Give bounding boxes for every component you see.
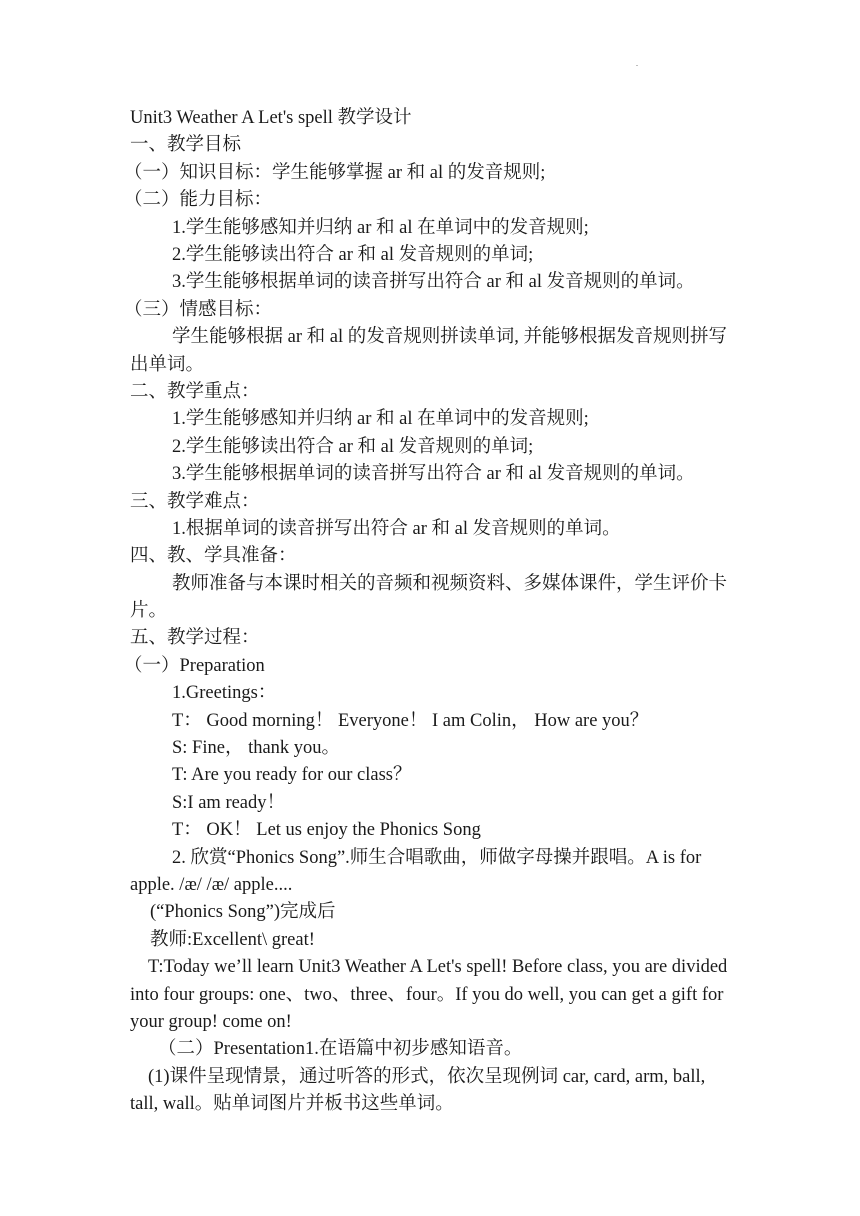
dialogue-line: S:I am ready！: [172, 792, 286, 813]
section-2-heading: 二、教学重点：: [130, 381, 260, 402]
dialogue-line: T： Good morning！ Everyone！ I am Colin， How are you？: [172, 710, 649, 731]
dialogue-line: T： OK！ Let us enjoy the Phonics Song: [172, 820, 481, 841]
page-mark: .: [636, 59, 638, 68]
presentation-text: (1)课件呈现情景，通过听答的形式，依次呈现例词 car, card, arm, ball, tall, wall。贴单词图片并板书这些单词。: [130, 1066, 706, 1115]
document-body: [124, 105, 745, 1119]
emotion-goal-heading: （三）情感目标：: [124, 299, 273, 320]
knowledge-goal: （一）知识目标：学生能够掌握 ar 和 al 的发音规则;: [124, 162, 546, 183]
key-point-item: 2.学生能够读出符合 ar 和 al 发音规则的单词;: [172, 436, 534, 457]
section-5-heading: 五、教学过程：: [130, 628, 260, 649]
today-lesson-text: T:Today we’ll learn Unit3 Weather A Let's spell! Before class, you are divided into four groups: one、two、three、four。If you do well, you can get a gift for your group! come on!: [130, 957, 728, 1033]
dialogue-line: 1.Greetings：: [172, 683, 277, 704]
ability-goal-heading: （二）能力目标：: [124, 190, 273, 211]
emotion-goal-text: 学生能够根据 ar 和 al 的发音规则拼读单词, 并能够根据发音规则拼写出单词。: [130, 327, 727, 375]
dialogue-line: T: Are you ready for our class？: [172, 765, 412, 786]
phonics-song-text: 2. 欣赏“Phonics Song”.师生合唱歌曲，师做字母操并跟唱。A is for apple. /æ/ /æ/ apple....: [130, 847, 702, 896]
key-point-item: 1.学生能够感知并归纳 ar 和 al 在单词中的发音规则;: [172, 409, 589, 430]
section-1-heading: 一、教学目标: [130, 135, 242, 156]
preparation-heading: （一）Preparation: [124, 655, 265, 676]
ability-goal-item: 3.学生能够根据单词的读音拼写出符合 ar 和 al 发音规则的单词。: [172, 272, 695, 293]
section-3-heading: 三、教学难点：: [130, 491, 260, 512]
materials-text: 教师准备与本课时相关的音频和视频资料、多媒体课件，学生评价卡片。: [130, 573, 728, 622]
ability-goal-item: 2.学生能够读出符合 ar 和 al 发音规则的单词;: [172, 244, 534, 265]
difficulty-item: 1.根据单词的读音拼写出符合 ar 和 al 发音规则的单词。: [172, 518, 621, 539]
presentation-heading: （二）Presentation1.在语篇中初步感知语音。: [158, 1039, 523, 1060]
dialogue-line: S: Fine， thank you。: [172, 738, 341, 759]
after-song-line: (“Phonics Song”)完成后: [150, 902, 336, 923]
teacher-praise-line: 教师:Excellent\ great!: [150, 929, 315, 950]
ability-goal-item: 1.学生能够感知并归纳 ar 和 al 在单词中的发音规则;: [172, 217, 589, 238]
document-title: Unit3 Weather A Let's spell 教学设计: [130, 108, 412, 128]
section-4-heading: 四、教、学具准备：: [130, 546, 297, 567]
key-point-item: 3.学生能够根据单词的读音拼写出符合 ar 和 al 发音规则的单词。: [172, 464, 695, 485]
